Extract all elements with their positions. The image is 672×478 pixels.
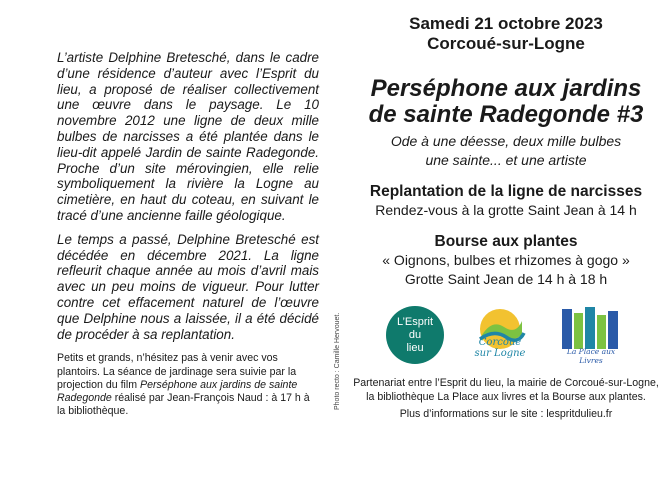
place-caption: La Place aux Livres (566, 347, 616, 365)
replant-heading: Replantation de la ligne de narcisses (369, 183, 643, 200)
replantation-paragraph: Le temps a passé, Delphine Bretesché est décédée en décembre 2021. La ligne refleurit chaque année au mois d’avril mais avec un peu moins de vigueur. Pour lutter contre cet effacement naturel de l’œuvre que Delphine nous a laissée, il a été décidé de procéder à sa replantation. (57, 231, 319, 342)
photo-credit: Photo recto : Camille Hervouet. (334, 312, 341, 410)
partnership-text: Partenariat entre l’Esprit du lieu, la mairie de Corcoué-sur-Logne, la bibliothèque La Place aux livres et la Bourse aux plantes. (353, 377, 659, 403)
more-info: Plus d’informations sur le site : lespritdulieu.fr (399, 408, 613, 420)
place-aux-livres-logo (556, 305, 626, 365)
practical-note: Petits et grands, n’hésitez pas à venir avec vos plantoirs. La séance de jardinage sera suivie par la projection du film Perséphone aux jardins de sainte Radegonde réalisé par Jean-François Naud : à 17 h à la bibliothèque. (57, 352, 310, 418)
intro-paragraph: L’artiste Delphine Bretesché, dans le cadre d’une résidence d’auteur avec l’Esprit du lieu, a proposé de réaliser collectivement une œuvre dans le paysage. Le 10 novembre 2012 une ligne de deux mille bulbes de narcisses a été plantée dans le lieu-dit appelé Jardin de sainte Radegonde. Proche d’un site mérovingien, elle relie symboliquement la rivière la Logne au cimetière, en haut du coteau, en suivant le tracé d’une ancienne faille géologique. (57, 50, 319, 223)
event-title: Perséphone aux jardins de sainte Radegonde #3 (368, 75, 644, 128)
bourse-slogan: « Oignons, bulbes et rhizomes à gogo » (382, 252, 630, 268)
event-date: Samedi 21 octobre 2023 (409, 14, 603, 33)
bourse-heading: Bourse aux plantes (434, 233, 578, 250)
partner-logos (352, 305, 660, 365)
film-title: Perséphone aux jardins de sainte Radegonde (57, 378, 298, 404)
esprit-du-lieu-logo: L’Esprit du lieu (386, 306, 444, 364)
event-place: Corcoué-sur-Logne (427, 34, 585, 53)
right-column (352, 14, 660, 422)
event-subtitle: Ode à une déesse, deux mille bulbes une sainte... et une artiste (390, 133, 622, 168)
bourse-hours: Grotte Saint Jean de 14 h à 18 h (404, 271, 608, 287)
corcoue-sur-logne-logo (470, 305, 530, 365)
replant-info: Rendez-vous à la grotte Saint Jean à 14 h (375, 202, 637, 218)
left-column (57, 50, 319, 418)
corcoue-wordmark: Corcoué sur Logne (474, 337, 526, 359)
